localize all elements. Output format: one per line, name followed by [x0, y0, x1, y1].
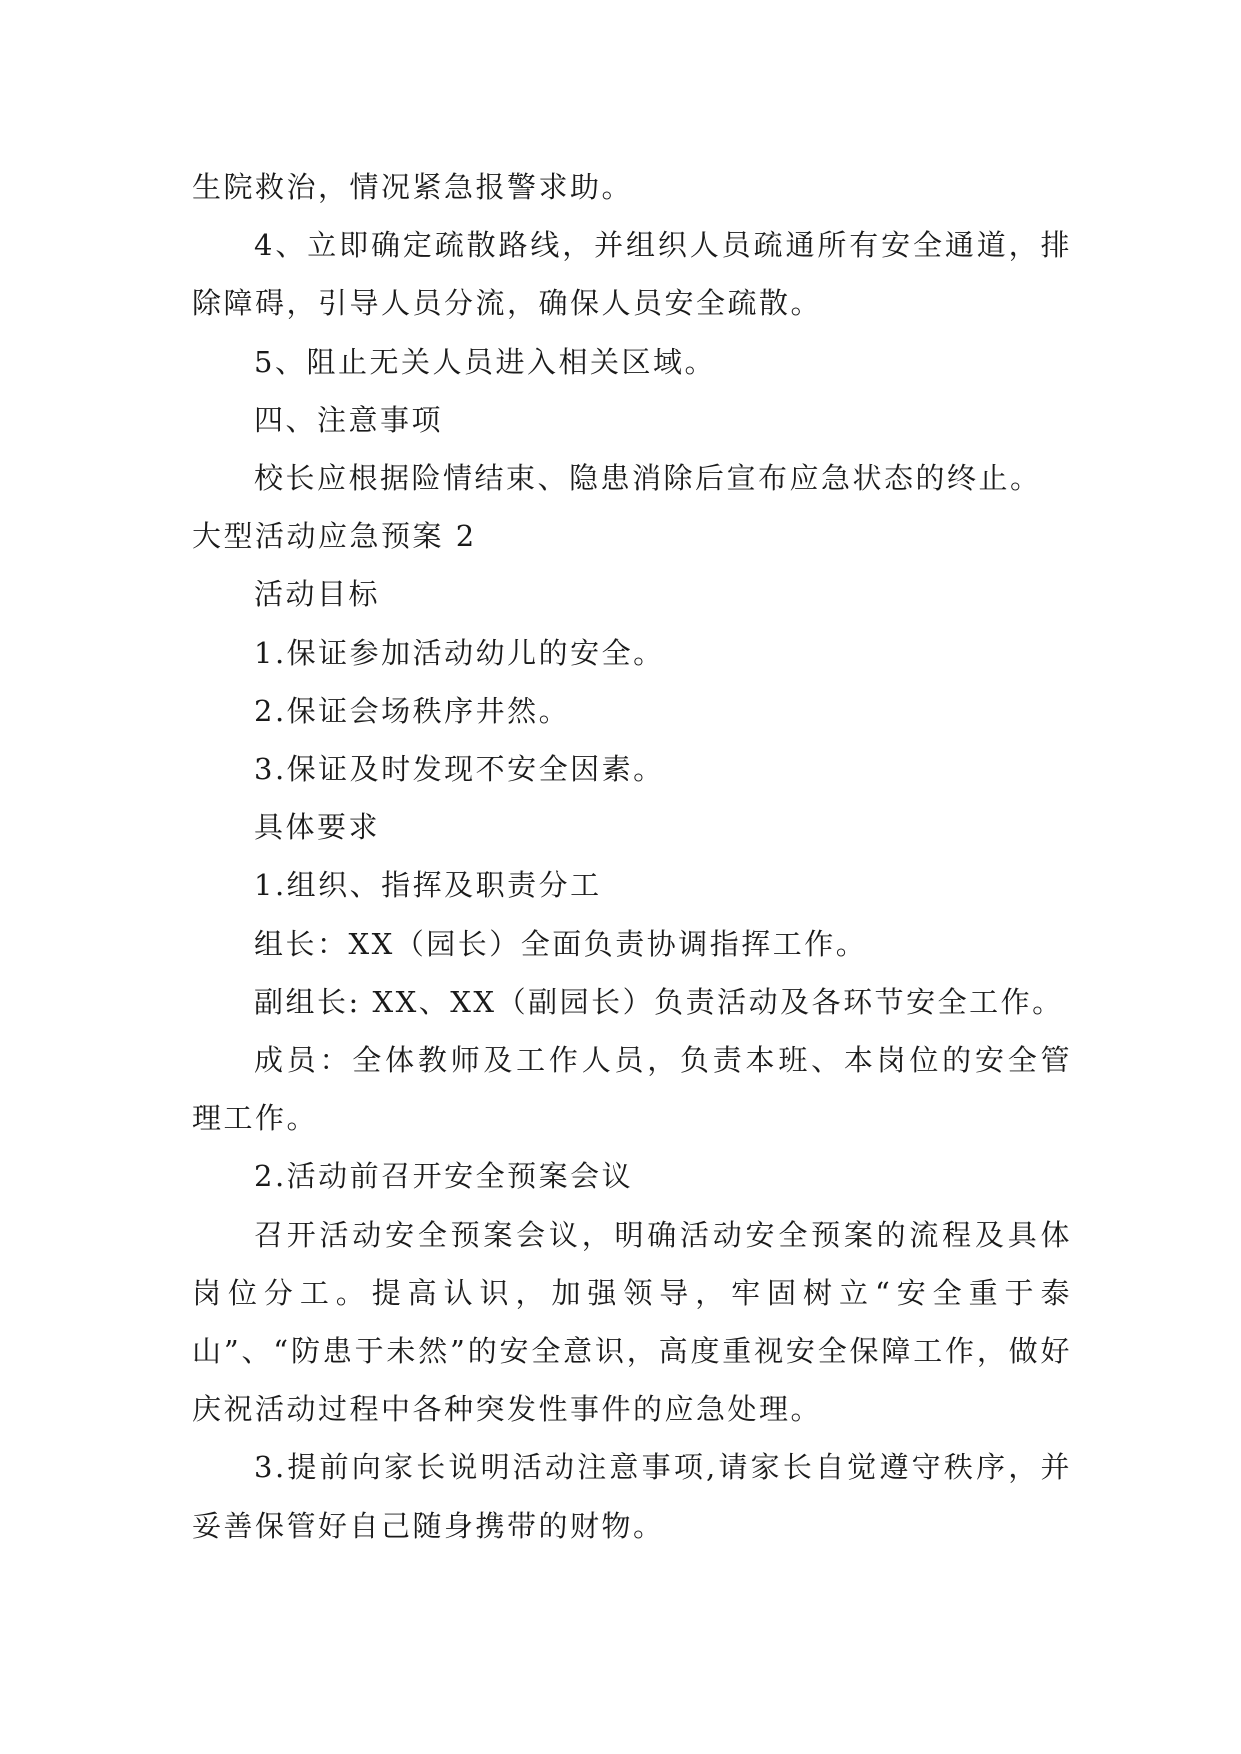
paragraph: 成员：全体教师及工作人员，负责本班、本岗位的安全管理工作。: [192, 1043, 1072, 1136]
paragraph: 3.提前向家长说明活动注意事项,请家长自觉遵守秩序，并妥善保管好自己随身携带的财物。: [192, 1450, 1072, 1543]
paragraph: 4、立即确定疏散路线，并组织人员疏通所有安全通道，排除障碍，引导人员分流，确保人员安全疏散。: [192, 228, 1072, 321]
subsection-heading: 2.活动前召开安全预案会议: [254, 1159, 634, 1194]
section-heading: 活动目标: [254, 577, 381, 612]
list-item: 1.保证参加活动幼儿的安全。: [254, 635, 665, 670]
list-item: 2.保证会场秩序井然。: [254, 693, 571, 728]
document-title: 大型活动应急预案 2: [192, 519, 477, 554]
paragraph: 副组长: XX、XX（副园长）负责活动及各环节安全工作。: [254, 984, 1064, 1019]
section-heading: 具体要求: [254, 810, 381, 845]
document-body: [192, 158, 1072, 1555]
paragraph: 校长应根据险情结束、隐患消除后宣布应急状态的终止。: [254, 461, 1042, 496]
section-heading: 四、注意事项: [254, 402, 444, 437]
subsection-heading: 1.组织、指挥及职责分工: [254, 868, 602, 903]
paragraph: 5、阻止无关人员进入相关区域。: [254, 344, 716, 379]
paragraph: 生院救治，情况紧急报警求助。: [192, 170, 634, 204]
paragraph: 组长：XX（园长）全面负责协调指挥工作。: [254, 926, 868, 961]
list-item: 3.保证及时发现不安全因素。: [254, 752, 665, 787]
paragraph: 召开活动安全预案会议，明确活动安全预案的流程及具体岗位分工。提高认识，加强领导，牢固树立“安全重于泰山”、“防患于未然”的安全意识，高度重视安全保障工作，做好庆祝活动过程中各种突发性事件的应急处理。: [192, 1217, 1072, 1427]
